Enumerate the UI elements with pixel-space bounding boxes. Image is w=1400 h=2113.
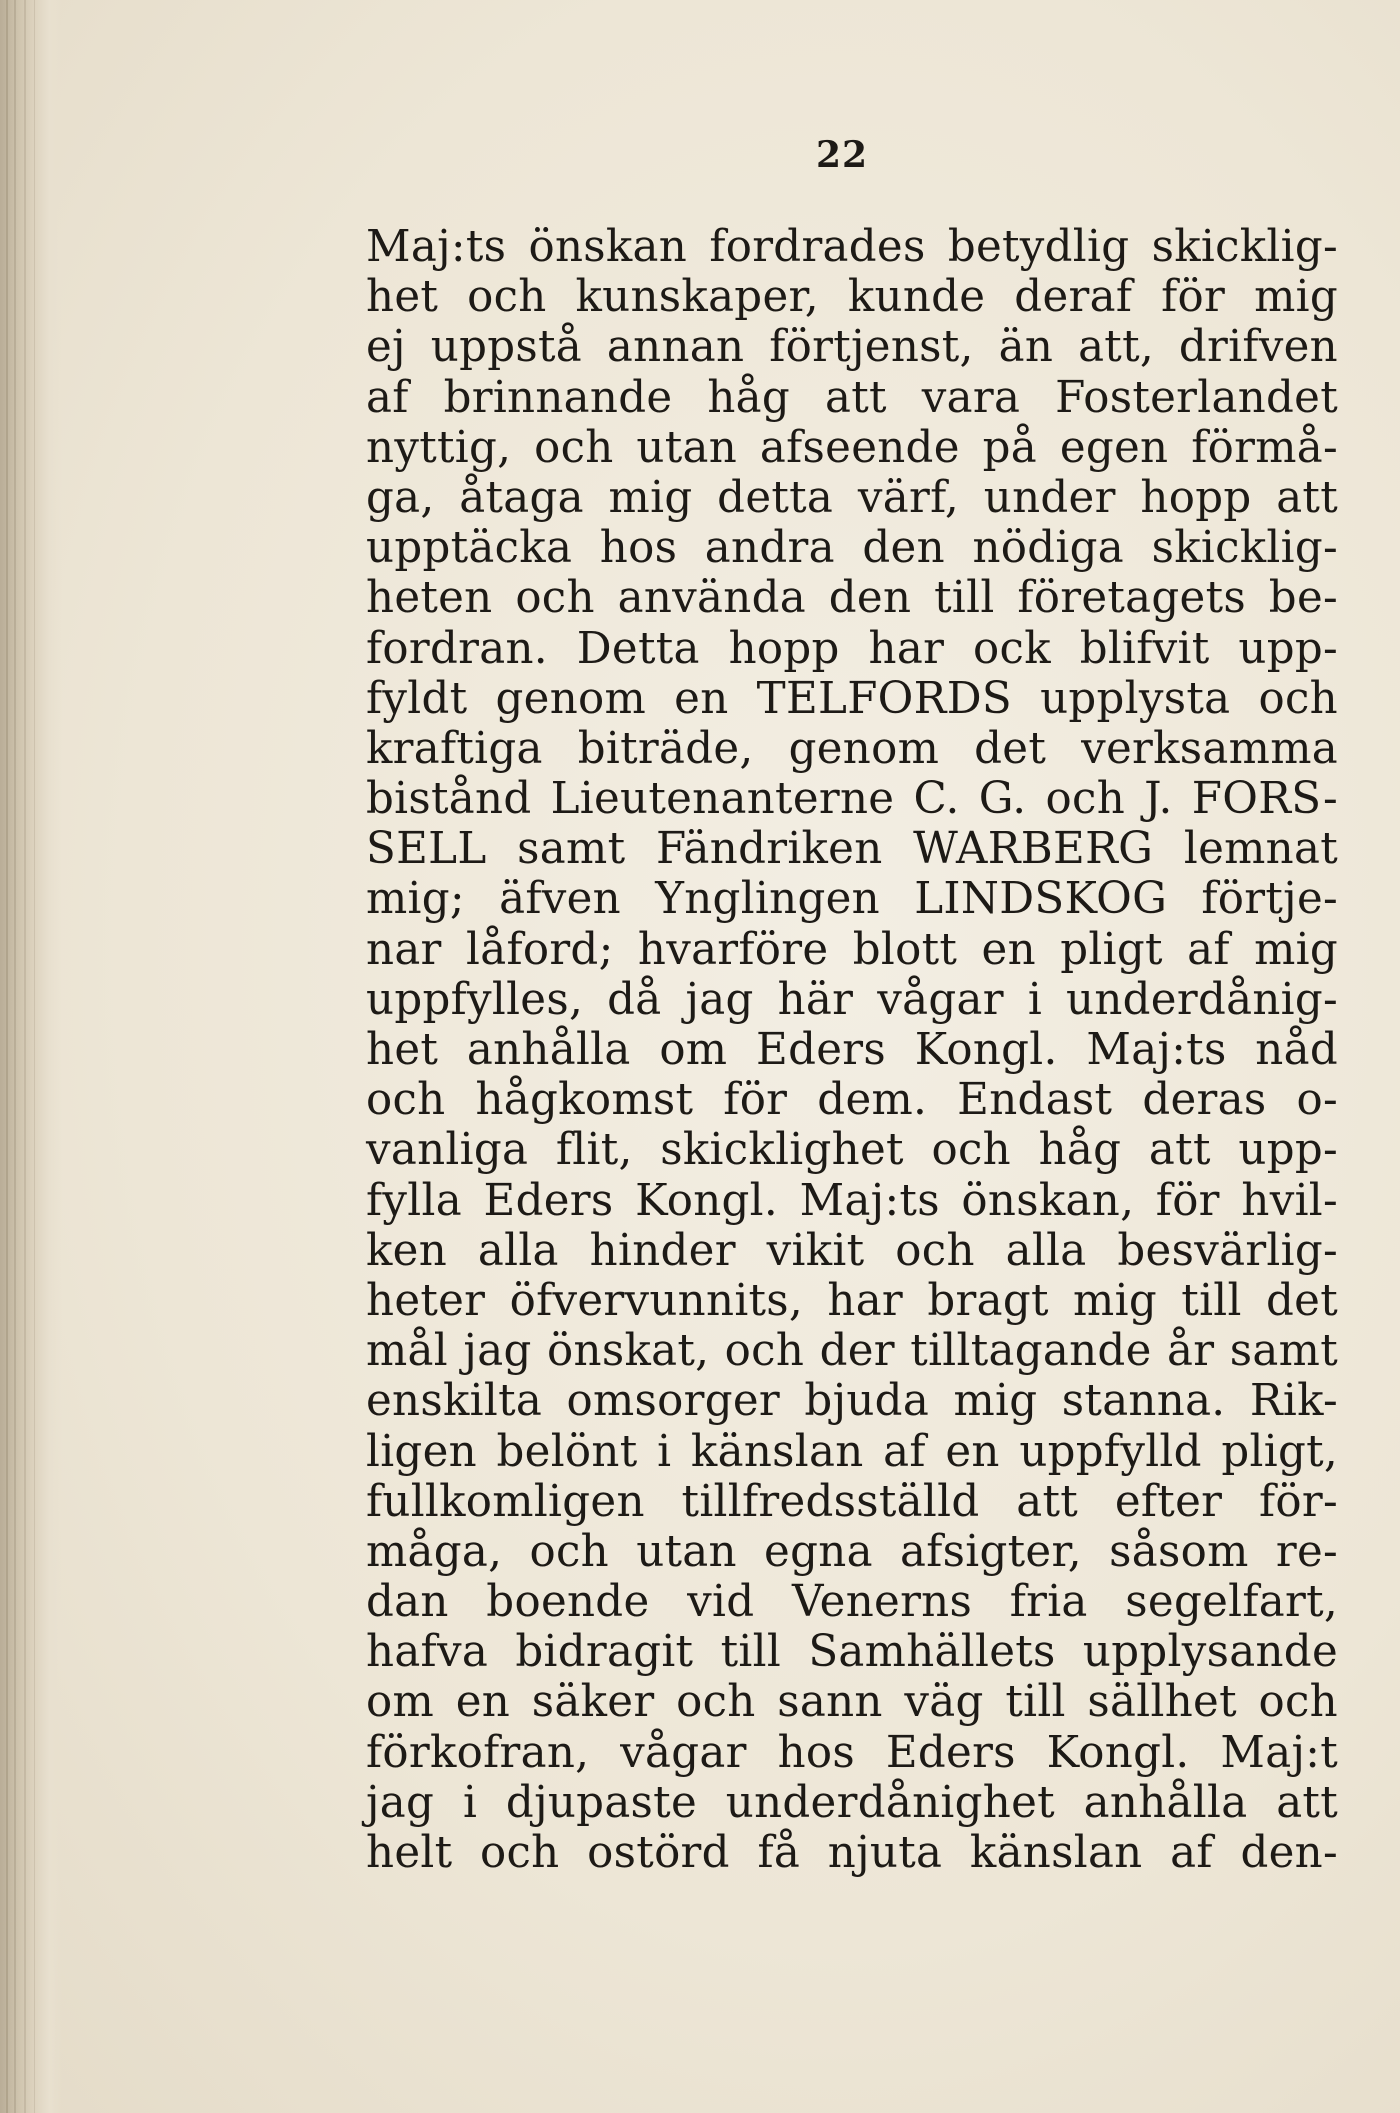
text-line: om en säker och sann väg till sällhet och	[366, 1677, 1338, 1728]
text-line: ej uppstå annan förtjenst, än att, drifven	[366, 322, 1338, 373]
body-text	[366, 222, 1338, 1878]
binding-edge-line	[24, 0, 26, 2113]
binding-edge-line	[34, 0, 35, 2113]
text-line: het och kunskaper, kunde deraf för mig	[366, 272, 1338, 323]
text-line: kraftiga biträde, genom det verksamma	[366, 723, 1338, 774]
text-line: nar låford; hvarföre blott en pligt af mig	[366, 924, 1338, 975]
text-line: jag i djupaste underdånighet anhålla att	[366, 1777, 1338, 1828]
text-line: fyldt genom en TELFORDS upplysta och	[366, 673, 1338, 724]
text-line: ligen belönt i känslan af en uppfylld pligt,	[366, 1426, 1338, 1477]
text-line: och hågkomst för dem. Endast deras o-	[366, 1075, 1338, 1126]
text-line: nyttig, och utan afseende på egen förmå-	[366, 422, 1338, 473]
text-line: Maj:ts önskan fordrades betydlig skicklig-	[366, 222, 1338, 272]
text-line: förkofran, vågar hos Eders Kongl. Maj:t	[366, 1727, 1338, 1778]
text-line: dan boende vid Venerns fria segelfart,	[366, 1577, 1338, 1628]
text-line: ken alla hinder vikit och alla besvärlig-	[366, 1225, 1338, 1276]
text-line: heter öfvervunnits, har bragt mig till det	[366, 1275, 1338, 1326]
text-line: mål jag önskat, och der tilltagande år samt	[366, 1326, 1338, 1377]
text-line: hafva bidragit till Samhällets upplysande	[366, 1627, 1338, 1678]
text-line: het anhålla om Eders Kongl. Maj:ts nåd	[366, 1025, 1338, 1075]
text-line: vanliga flit, skicklighet och håg att upp-	[366, 1125, 1338, 1176]
text-line: fullkomligen tillfredsställd att efter för-	[366, 1476, 1338, 1527]
page-number: 22	[815, 134, 869, 176]
page-binding-gutter	[0, 0, 62, 2113]
binding-edge-line	[6, 0, 8, 2113]
text-line: upptäcka hos andra den nödiga skicklig-	[366, 523, 1338, 574]
text-line: helt och ostörd få njuta känslan af den-	[366, 1828, 1338, 1878]
text-line: heten och använda den till företagets be-	[366, 573, 1338, 624]
text-line: af brinnande håg att vara Fosterlandet	[366, 372, 1338, 423]
text-line: SELL samt Fändriken WARBERG lemnat	[366, 824, 1338, 875]
text-line: mig; äfven Ynglingen LINDSKOG förtje-	[366, 874, 1338, 925]
text-line: fylla Eders Kongl. Maj:ts önskan, för hvil-	[366, 1175, 1338, 1226]
text-line: bistånd Lieutenanterne C. G. och J. FORS-	[366, 774, 1338, 825]
text-line: ga, åtaga mig detta värf, under hopp att	[366, 472, 1338, 523]
text-line: enskilta omsorger bjuda mig stanna. Rik-	[366, 1376, 1338, 1427]
text-line: fordran. Detta hopp har ock blifvit upp-	[366, 623, 1338, 674]
text-line: måga, och utan egna afsigter, såsom re-	[366, 1526, 1338, 1577]
text-line: uppfylles, då jag här vågar i underdånig-	[366, 974, 1338, 1025]
binding-edge-line	[14, 0, 16, 2113]
